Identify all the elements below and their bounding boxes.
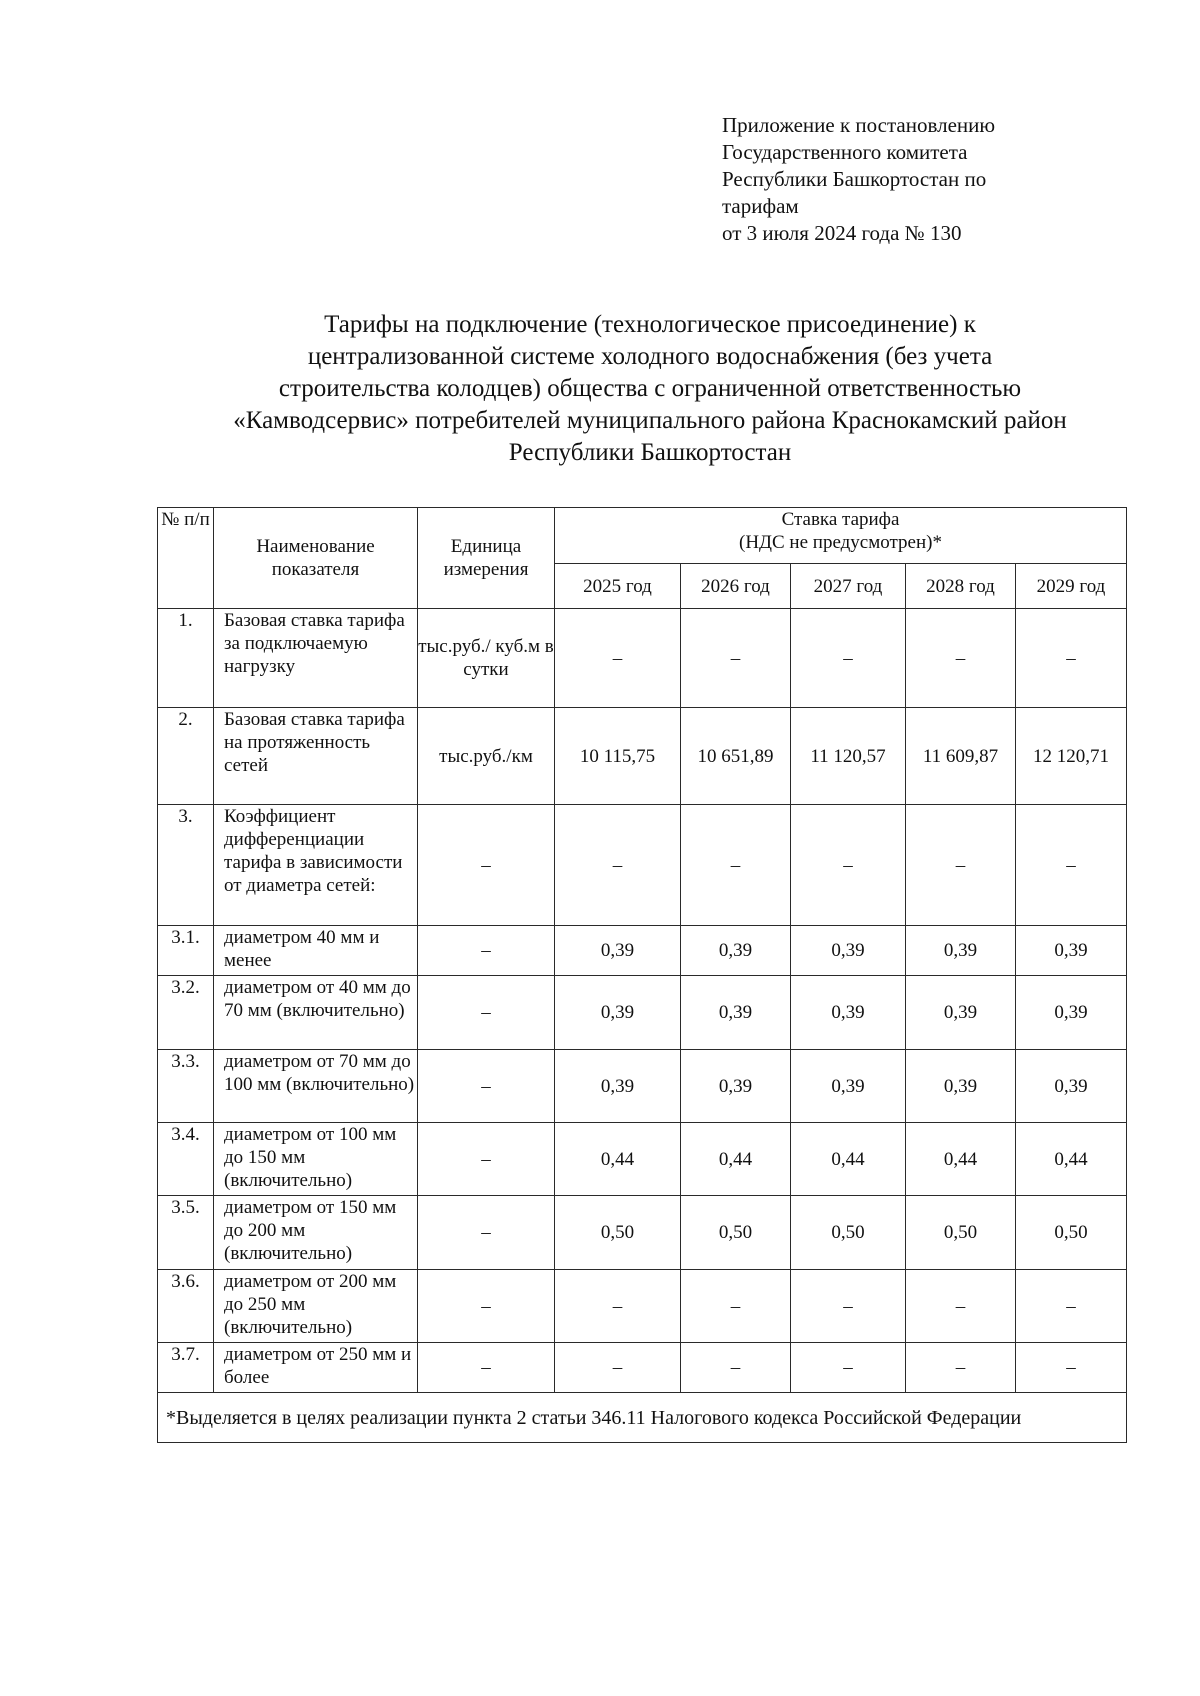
row-number: 3.6. [158, 1270, 214, 1343]
row-value: 0,44 [1016, 1123, 1127, 1196]
row-value: – [555, 1343, 681, 1393]
row-unit: – [418, 1270, 555, 1343]
row-indicator-name: диаметром от 70 мм до 100 мм (включительно) [214, 1050, 418, 1123]
row-value: 10 115,75 [555, 708, 681, 805]
row-value: 0,39 [555, 1050, 681, 1123]
row-value: 0,50 [555, 1196, 681, 1270]
row-value: – [681, 805, 791, 926]
row-indicator-name: диаметром от 100 мм до 150 мм (включительно) [214, 1123, 418, 1196]
row-value: – [791, 805, 906, 926]
row-indicator-name: диаметром от 150 мм до 200 мм (включительно) [214, 1196, 418, 1270]
row-value: – [791, 1270, 906, 1343]
appendix-reference [722, 112, 1112, 247]
row-number: 2. [158, 708, 214, 805]
header-unit: Единица измерения [418, 508, 555, 609]
table-row [158, 805, 1127, 926]
row-value: 10 651,89 [681, 708, 791, 805]
row-unit: – [418, 1050, 555, 1123]
header-year: 2027 год [791, 564, 906, 609]
row-unit: – [418, 805, 555, 926]
title-line: централизованной системе холодного водоснабжения (без учета [307, 343, 993, 370]
row-value: – [1016, 805, 1127, 926]
row-value: 0,39 [791, 976, 906, 1050]
row-value: 0,44 [681, 1123, 791, 1196]
row-value: – [681, 1343, 791, 1393]
row-value: – [681, 609, 791, 708]
row-value: 0,50 [681, 1196, 791, 1270]
row-value: – [906, 805, 1016, 926]
row-value: – [906, 1343, 1016, 1393]
appendix-line: от 3 июля 2024 года № 130 [722, 221, 962, 245]
header-rate-title: Ставка тарифа [781, 509, 900, 530]
row-value: 0,39 [681, 1050, 791, 1123]
row-unit: – [418, 1343, 555, 1393]
row-value: 0,39 [906, 976, 1016, 1050]
footnote-row [158, 1393, 1127, 1443]
table-row [158, 1343, 1127, 1393]
row-indicator-name: Базовая ставка тарифа за подключаемую нагрузку [214, 609, 418, 708]
header-year: 2028 год [906, 564, 1016, 609]
row-unit: тыс.руб./км [418, 708, 555, 805]
row-number: 3.1. [158, 926, 214, 976]
row-value: – [1016, 1343, 1127, 1393]
row-value: – [1016, 1270, 1127, 1343]
row-value: – [555, 805, 681, 926]
row-value: 11 120,57 [791, 708, 906, 805]
row-value: 0,44 [791, 1123, 906, 1196]
row-value: 11 609,87 [906, 708, 1016, 805]
row-indicator-name: Коэффициент дифференциации тарифа в зависимости от диаметра сетей: [214, 805, 418, 926]
table-row [158, 976, 1127, 1050]
row-value: 0,39 [791, 926, 906, 976]
header-tariff-rate [555, 508, 1127, 564]
row-value: 0,39 [555, 976, 681, 1050]
vat-footnote: *Выделяется в целях реализации пункта 2 статьи 346.11 Налогового кодекса Российской Федерации [158, 1393, 1127, 1443]
row-value: – [791, 1343, 906, 1393]
appendix-line: Республики Башкортостан по [722, 167, 987, 191]
row-value: 0,50 [906, 1196, 1016, 1270]
row-value: – [555, 609, 681, 708]
row-unit: – [418, 1123, 555, 1196]
row-number: 3.7. [158, 1343, 214, 1393]
row-value: 0,39 [681, 976, 791, 1050]
row-value: 0,39 [906, 1050, 1016, 1123]
row-number: 3.3. [158, 1050, 214, 1123]
row-indicator-name: диаметром 40 мм и менее [214, 926, 418, 976]
row-unit: тыс.руб./ куб.м в сутки [418, 609, 555, 708]
row-value: – [791, 609, 906, 708]
tariff-table [157, 507, 1127, 1443]
appendix-line: Приложение к постановлению [722, 113, 996, 137]
row-value: – [1016, 609, 1127, 708]
row-number: 1. [158, 609, 214, 708]
title-line: Республики Башкортостан [508, 439, 792, 466]
row-number: 3.4. [158, 1123, 214, 1196]
header-rate-vat-note: (НДС не предусмотрен)* [739, 532, 942, 553]
row-unit: – [418, 976, 555, 1050]
row-value: 0,39 [1016, 976, 1127, 1050]
row-value: 12 120,71 [1016, 708, 1127, 805]
row-value: 0,50 [791, 1196, 906, 1270]
row-indicator-name: диаметром от 200 мм до 250 мм (включительно) [214, 1270, 418, 1343]
title-line: Тарифы на подключение (технологическое присоединение) к [324, 311, 976, 338]
row-indicator-name: диаметром от 250 мм и более [214, 1343, 418, 1393]
row-value: – [906, 609, 1016, 708]
header-year: 2026 год [681, 564, 791, 609]
row-value: 0,44 [555, 1123, 681, 1196]
row-value: 0,50 [1016, 1196, 1127, 1270]
header-year: 2029 год [1016, 564, 1127, 609]
row-value: 0,39 [555, 926, 681, 976]
row-indicator-name: Базовая ставка тарифа на протяженность сетей [214, 708, 418, 805]
row-value: – [555, 1270, 681, 1343]
table-row [158, 1196, 1127, 1270]
row-value: – [681, 1270, 791, 1343]
document-title [150, 309, 1150, 469]
row-value: 0,39 [681, 926, 791, 976]
table-row [158, 1123, 1127, 1196]
table-row [158, 1270, 1127, 1343]
header-year: 2025 год [555, 564, 681, 609]
row-value: – [906, 1270, 1016, 1343]
appendix-line: тарифам [722, 194, 799, 218]
table-row [158, 609, 1127, 708]
header-indicator-name: Наименование показателя [214, 508, 418, 609]
row-value: 0,44 [906, 1123, 1016, 1196]
row-unit: – [418, 1196, 555, 1270]
row-number: 3.5. [158, 1196, 214, 1270]
header-number: № п/п [158, 508, 214, 609]
appendix-line: Государственного комитета [722, 140, 968, 164]
row-indicator-name: диаметром от 40 мм до 70 мм (включительно) [214, 976, 418, 1050]
table-row [158, 926, 1127, 976]
row-value: 0,39 [791, 1050, 906, 1123]
header-row [158, 508, 1127, 564]
table-row [158, 1050, 1127, 1123]
row-unit: – [418, 926, 555, 976]
table-row [158, 708, 1127, 805]
row-number: 3.2. [158, 976, 214, 1050]
row-value: 0,39 [906, 926, 1016, 976]
row-value: 0,39 [1016, 926, 1127, 976]
title-line: «Камводсервис» потребителей муниципального района Краснокамский район [233, 407, 1067, 434]
row-number: 3. [158, 805, 214, 926]
title-line: строительства колодцев) общества с ограниченной ответственностью [278, 375, 1022, 402]
row-value: 0,39 [1016, 1050, 1127, 1123]
